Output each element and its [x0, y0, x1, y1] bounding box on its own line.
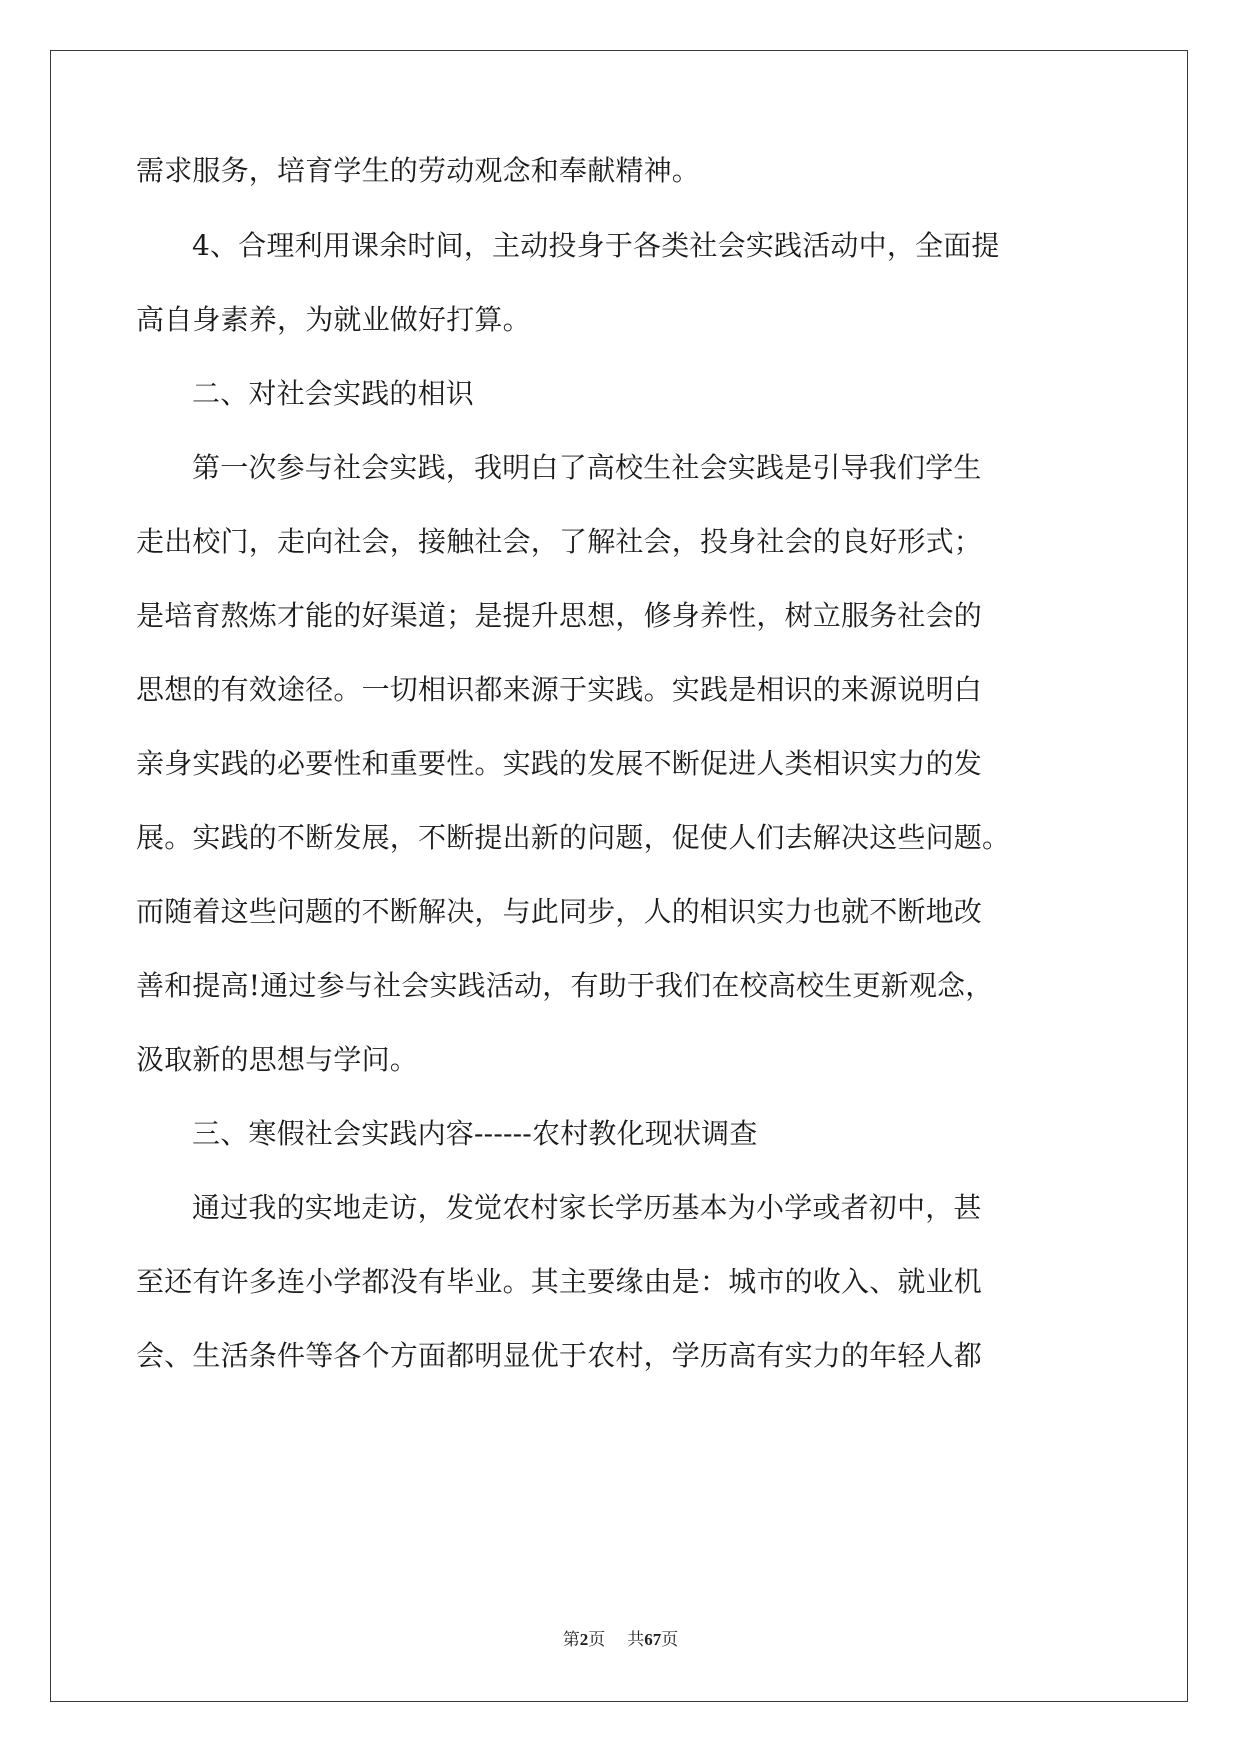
page-prefix: 第: [562, 1630, 580, 1649]
text-line: 至还有许多连小学都没有毕业。其主要缘由是：城市的收入、就业机: [136, 1265, 983, 1298]
page-total: 67: [644, 1630, 662, 1649]
page-unit: 页: [588, 1630, 606, 1649]
text-line: 亲身实践的必要性和重要性。实践的发展不断促进人类相识实力的发: [136, 747, 983, 780]
total-unit: 页: [661, 1630, 679, 1649]
page-footer: [0, 1625, 1241, 1650]
total-prefix: 共: [627, 1630, 645, 1649]
text-line: 高自身素养，为就业做好打算。: [136, 303, 531, 336]
section-heading: 二、对社会实践的相识: [192, 377, 475, 410]
section-heading: 三、寒假社会实践内容------农村教化现状调查: [192, 1117, 758, 1150]
text-line: 是培育熬炼才能的好渠道；是提升思想，修身养性，树立服务社会的: [136, 599, 983, 632]
paragraph-line: 第一次参与社会实践，我明白了高校生社会实践是引导我们学生: [192, 451, 982, 484]
text-line: 会、生活条件等各个方面都明显优于农村，学历高有实力的年轻人都: [136, 1339, 983, 1372]
paragraph-line: 通过我的实地走访，发觉农村家长学历基本为小学或者初中，甚: [192, 1191, 982, 1224]
page-border: [50, 50, 1188, 1702]
text-line: 走出校门，走向社会，接触社会，了解社会，投身社会的良好形式；: [136, 525, 983, 558]
text-line: 汲取新的思想与学问。: [136, 1043, 419, 1076]
paragraph-line: 4、合理利用课余时间，主动投身于各类社会实践活动中，全面提: [192, 229, 1000, 262]
text-line: 而随着这些问题的不断解决，与此同步，人的相识实力也就不断地改: [136, 895, 983, 928]
text-line: 思想的有效途径。一切相识都来源于实践。实践是相识的来源说明白: [136, 673, 983, 706]
text-line: 展。实践的不断发展，不断提出新的问题，促使人们去解决这些问题。: [136, 821, 1011, 854]
page-current: 2: [579, 1630, 589, 1649]
text-line: 需求服务，培育学生的劳动观念和奉献精神。: [136, 154, 701, 187]
text-line: 善和提高!通过参与社会实践活动，有助于我们在校高校生更新观念，: [136, 969, 994, 1002]
